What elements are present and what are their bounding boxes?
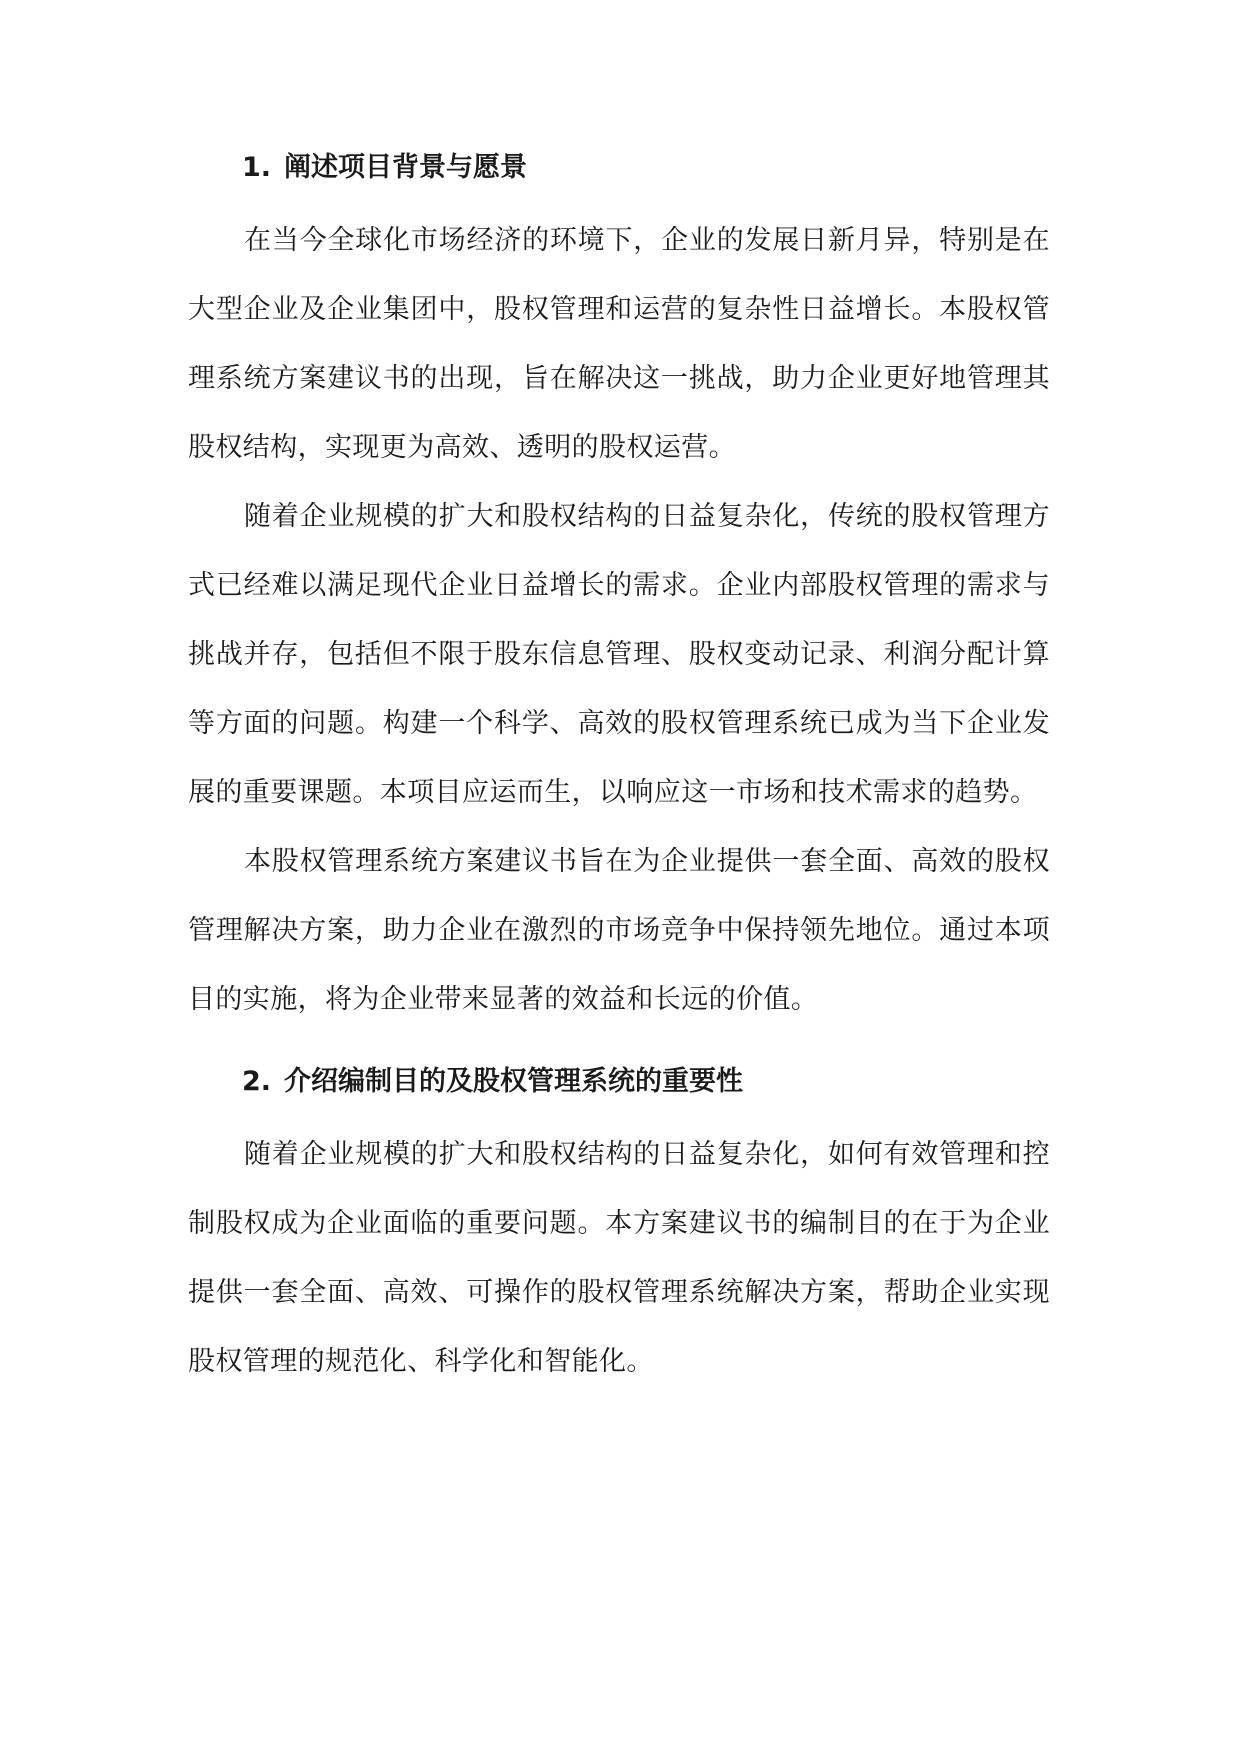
section-heading-1: [188, 148, 1050, 188]
paragraph: 随着企业规模的扩大和股权结构的日益复杂化，如何有效管理和控制股权成为企业面临的重要问题。本方案建议书的编制目的在于为企业提供一套全面、高效、可操作的股权管理系统解决方案，帮助企业实现股权管理的规范化、科学化和智能化。: [188, 1139, 1050, 1377]
paragraph: 本股权管理系统方案建议书旨在为企业提供一套全面、高效的股权管理解决方案，助力企业在激烈的市场竞争中保持领先地位。通过本项目的实施，将为企业带来显著的效益和长远的价值。: [188, 846, 1050, 1015]
section-heading-2: [188, 1062, 1050, 1102]
section-number: 1.: [242, 152, 272, 183]
section-title: 介绍编制目的及股权管理系统的重要性: [284, 1066, 743, 1097]
section-title: 阐述项目背景与愿景: [284, 152, 527, 183]
document-body: [188, 148, 1050, 1396]
section-number: 2.: [242, 1066, 272, 1097]
paragraph: 随着企业规模的扩大和股权结构的日益复杂化，传统的股权管理方式已经难以满足现代企业日益增长的需求。企业内部股权管理的需求与挑战并存，包括但不限于股东信息管理、股权变动记录、利润分配计算等方面的问题。构建一个科学、高效的股权管理系统已成为当下企业发展的重要课题。本项目应运而生，以响应这一市场和技术需求的趋势。: [188, 501, 1050, 808]
paragraph: 在当今全球化市场经济的环境下，企业的发展日新月异，特别是在大型企业及企业集团中，股权管理和运营的复杂性日益增长。本股权管理系统方案建议书的出现，旨在解决这一挑战，助力企业更好地管理其股权结构，实现更为高效、透明的股权运营。: [188, 225, 1050, 463]
